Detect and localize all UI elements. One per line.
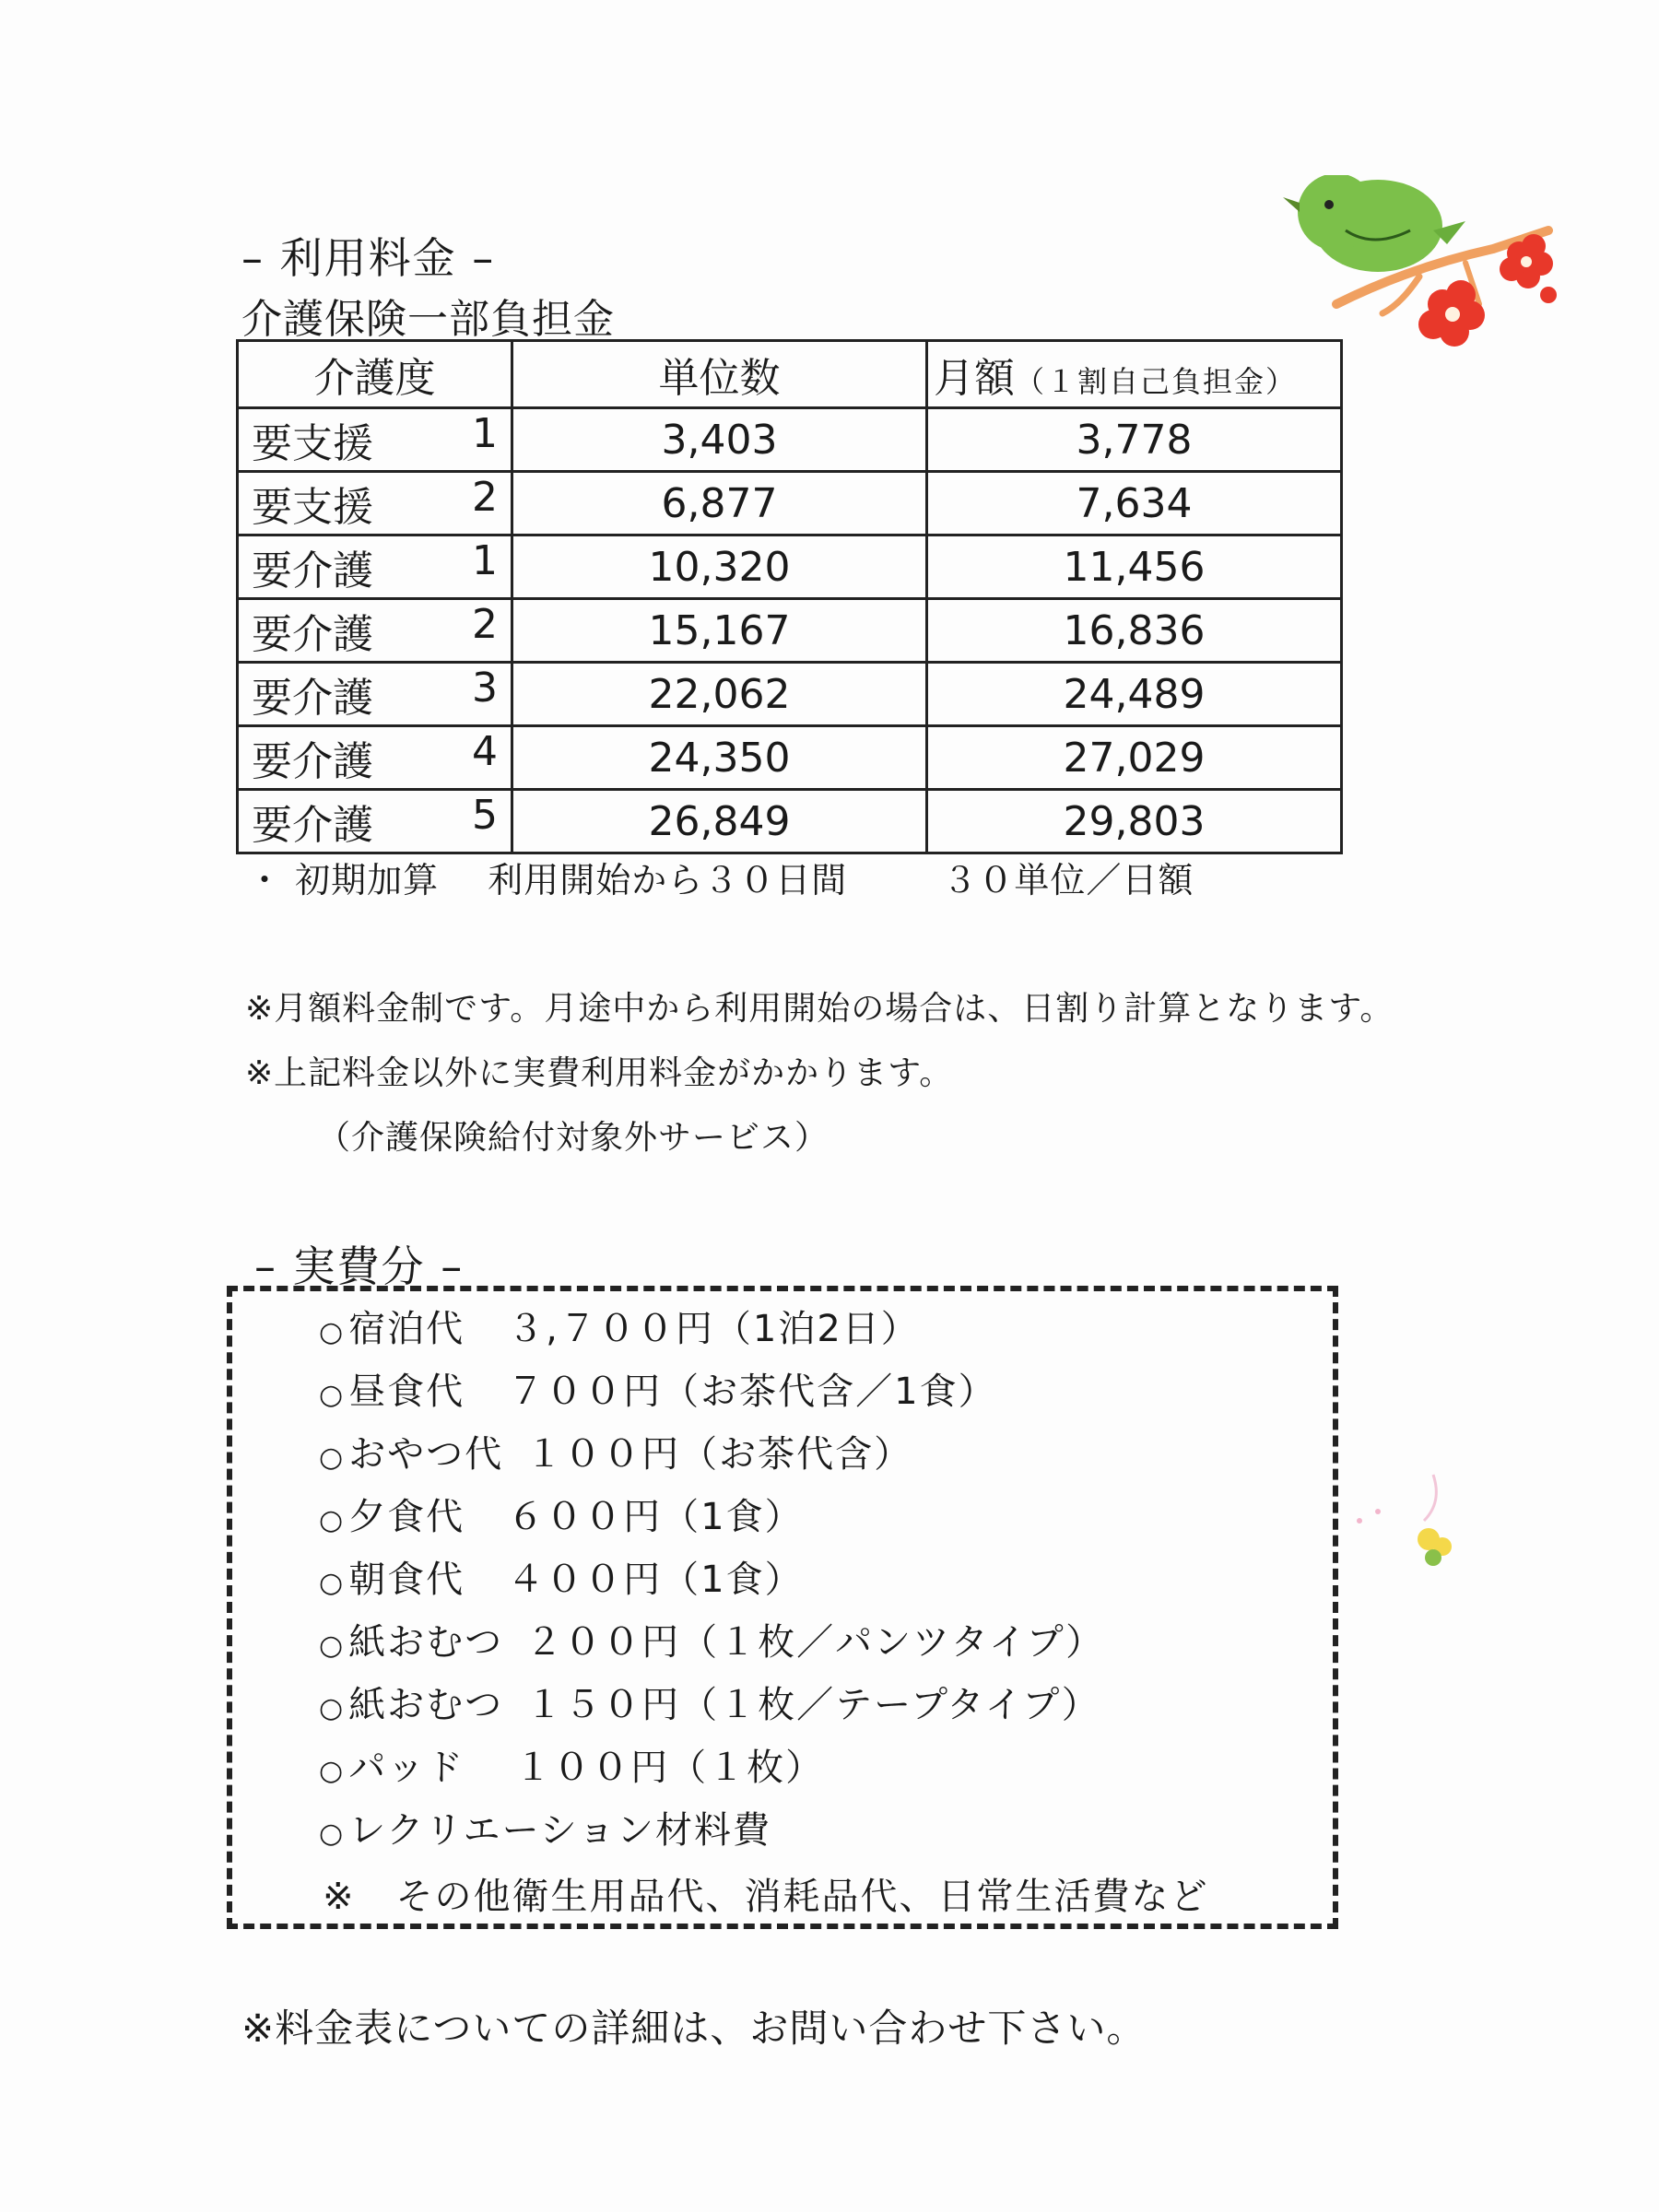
table-header-row xyxy=(238,341,1342,408)
cost-item: ○ 宿泊代 ３,７００円（1泊2日） xyxy=(319,1308,920,1350)
header-monthly-label: 月額 xyxy=(934,355,1015,402)
other-costs-text: その他衛生用品代、消耗品代、日常生活費など xyxy=(395,1876,1209,1918)
header-care-level: 介護度 xyxy=(238,341,512,408)
header-units: 単位数 xyxy=(512,341,927,408)
initial-addition-line xyxy=(247,852,1194,902)
section-title-usage-fee: – 利用料金 – xyxy=(241,233,496,283)
units-cell: 10,320 xyxy=(512,535,927,599)
cost-item: ○ 紙おむつ ２００円（１枚／パンツタイプ） xyxy=(319,1621,1105,1664)
section-title-actual-costs: – 実費分 – xyxy=(254,1241,465,1291)
bullet-icon: ○ xyxy=(319,1630,346,1662)
table-row xyxy=(238,790,1342,853)
bird-on-branch-illustration xyxy=(1281,175,1558,359)
units-cell: 24,350 xyxy=(512,726,927,790)
units-cell: 15,167 xyxy=(512,599,927,663)
table-row xyxy=(238,408,1342,472)
units-cell: 3,403 xyxy=(512,408,927,472)
bullet-icon: ○ xyxy=(319,1692,346,1724)
bullet-icon: ○ xyxy=(319,1567,346,1599)
bullet-icon: ○ xyxy=(319,1441,346,1474)
care-level-cell: 要介護 1 xyxy=(238,535,512,599)
care-level-cell: 要支援 1 xyxy=(238,408,512,472)
units-cell: 22,062 xyxy=(512,663,927,726)
units-cell: 26,849 xyxy=(512,790,927,853)
care-level-cell: 要介護 4 xyxy=(238,726,512,790)
units-cell: 6,877 xyxy=(512,472,927,535)
bullet-icon: ○ xyxy=(319,1316,346,1348)
note-mark: ※ xyxy=(323,1876,356,1918)
cost-item: ○ 夕食代 ６００円（1食） xyxy=(319,1496,804,1538)
header-monthly-note: （１割自己負担金） xyxy=(1015,364,1298,399)
note-excluded-services: （介護保険給付対象外サービス） xyxy=(317,1119,830,1157)
monthly-cell: 24,489 xyxy=(927,663,1342,726)
cost-item: ○ 朝食代 ４００円（1食） xyxy=(319,1559,804,1601)
initial-addition-label: 初期加算 xyxy=(295,860,440,900)
table-row xyxy=(238,472,1342,535)
bird-icon xyxy=(1283,175,1465,272)
monthly-cell: 7,634 xyxy=(927,472,1342,535)
cost-item: ○ レクリエーション材料費 xyxy=(319,1809,771,1852)
section-subtitle-insurance-copay: 介護保険一部負担金 xyxy=(241,296,615,343)
table-row xyxy=(238,663,1342,726)
table-row xyxy=(238,535,1342,599)
initial-addition-bullet: ・ xyxy=(247,860,284,900)
header-monthly xyxy=(927,341,1342,408)
fee-table xyxy=(236,339,1343,854)
cost-other-note xyxy=(323,1867,1209,1920)
small-flower-icon xyxy=(1341,1465,1470,1585)
care-level-cell: 要介護 2 xyxy=(238,599,512,663)
bullet-icon: ○ xyxy=(319,1818,346,1850)
care-level-cell: 要介護 5 xyxy=(238,790,512,853)
cost-item: ○ パッド １００円（１枚） xyxy=(319,1747,825,1789)
monthly-cell: 3,778 xyxy=(927,408,1342,472)
initial-addition-period: 利用開始から３０日間 xyxy=(488,860,848,900)
monthly-cell: 27,029 xyxy=(927,726,1342,790)
cost-item: ○ 昼食代 ７００円（お茶代含／1食） xyxy=(319,1371,997,1413)
cost-item: ○ 紙おむつ １５０円（１枚／テープタイプ） xyxy=(319,1684,1100,1726)
footer-inquiry-note: ※料金表についての詳細は、お問い合わせ下さい。 xyxy=(241,2006,1147,2051)
note-extra-costs: ※上記料金以外に実費利用料金がかかります。 xyxy=(245,1054,954,1092)
cost-item: ○ おやつ代 １００円（お茶代含） xyxy=(319,1433,913,1476)
initial-addition-amount: ３０単位／日額 xyxy=(942,860,1194,900)
plum-bud-icon xyxy=(1540,287,1557,303)
monthly-cell: 16,836 xyxy=(927,599,1342,663)
bullet-icon: ○ xyxy=(319,1504,346,1536)
bullet-icon: ○ xyxy=(319,1755,346,1787)
note-monthly-billing: ※月額料金制です。月途中から利用開始の場合は、日割り計算となります。 xyxy=(245,990,1394,1028)
table-row xyxy=(238,599,1342,663)
monthly-cell: 29,803 xyxy=(927,790,1342,853)
table-row xyxy=(238,726,1342,790)
bullet-icon: ○ xyxy=(319,1379,346,1411)
monthly-cell: 11,456 xyxy=(927,535,1342,599)
care-level-cell: 要支援 2 xyxy=(238,472,512,535)
care-level-cell: 要介護 3 xyxy=(238,663,512,726)
